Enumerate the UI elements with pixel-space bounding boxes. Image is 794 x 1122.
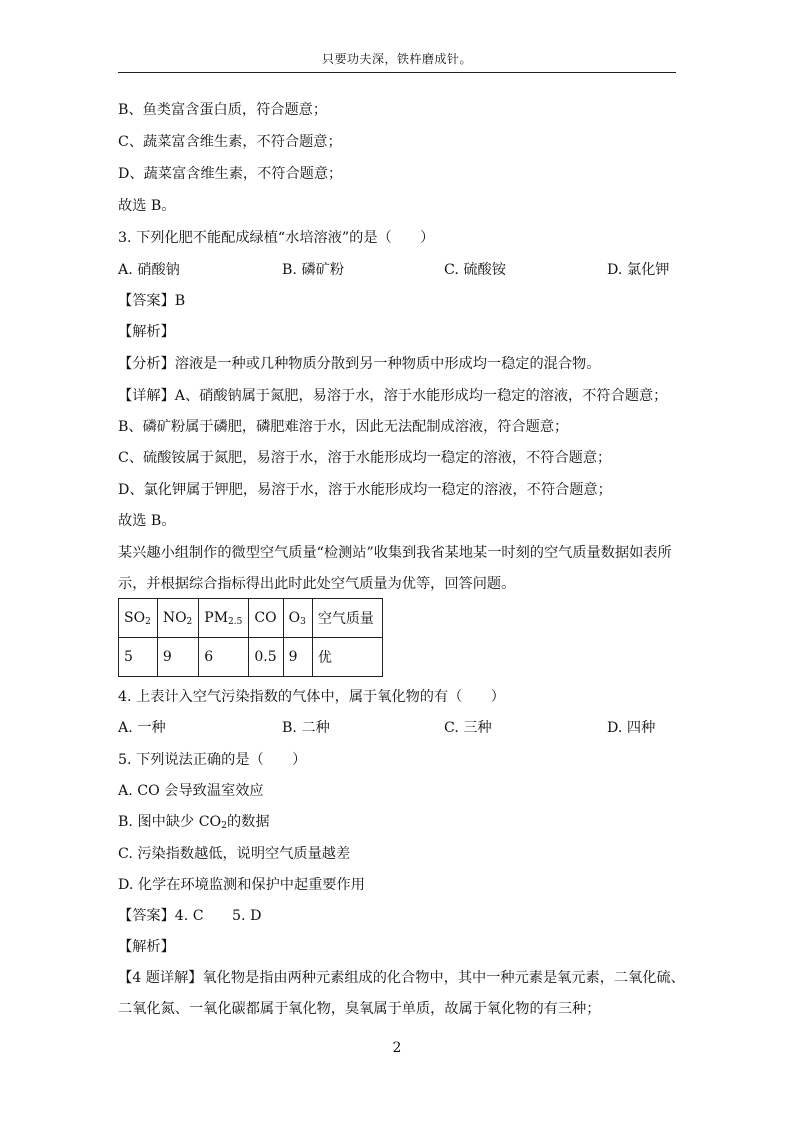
analysis-heading: 【解析】 bbox=[118, 324, 175, 340]
table-header-cell: $O_3$ bbox=[283, 599, 312, 638]
text-line: 二氧化氮、一氧化碳都属于氧化物，臭氧属于单质，故属于氧化物的有三种； bbox=[118, 1001, 601, 1017]
q4-option-d: D. 四种 bbox=[607, 720, 656, 736]
text-line: D、蔬菜富含维生素，不符合题意； bbox=[118, 166, 343, 182]
table-header-cell: $SO_2$ bbox=[119, 599, 158, 638]
page-number: 2 bbox=[392, 1040, 402, 1056]
q5-option-a: A. CO 会导致温室效应 bbox=[118, 783, 264, 799]
text-line: D、氯化钾属于钾肥，易溶于水，溶于水能形成均一稳定的溶液，不符合题意； bbox=[118, 482, 612, 498]
text-line: 【4 题详解】氧化物是指由两种元素组成的化合物中，其中一种元素是氧元素，二氧化硫、 bbox=[118, 970, 685, 986]
table-header-row bbox=[119, 599, 383, 638]
q3-option-d: D. 氯化钾 bbox=[607, 262, 670, 278]
table-row bbox=[119, 638, 383, 677]
text-line: 某兴趣小组制作的微型空气质量“检测站”收集到我省某地某一时刻的空气质量数据如表所 bbox=[118, 545, 672, 561]
header-rule bbox=[118, 72, 676, 73]
table-header-cell: CO bbox=[249, 599, 283, 638]
text-line: 故选 B。 bbox=[118, 198, 176, 214]
table-header-cell: $PM_{2.5}$ bbox=[199, 599, 249, 638]
table-cell: 0.5 bbox=[249, 638, 283, 677]
answer-line: 【答案】4. C 5. D bbox=[118, 908, 262, 924]
text-line: 【分析】溶液是一种或几种物质分散到另一种物质中形成均一稳定的混合物。 bbox=[118, 356, 601, 372]
analysis-heading: 【解析】 bbox=[118, 939, 175, 955]
q5-option-b: B. 图中缺少 $CO_2$的数据 bbox=[118, 814, 270, 831]
text-line: 故选 B。 bbox=[118, 513, 176, 529]
q5-option-d: D. 化学在环境监测和保护中起重要作用 bbox=[118, 877, 365, 893]
q4-option-b: B. 二种 bbox=[282, 720, 330, 736]
question-4: 4. 上表计入空气污染指数的气体中，属于氧化物的有（ ） bbox=[118, 689, 505, 705]
text-line: B、磷矿粉属于磷肥，磷肥难溶于水，因此无法配制成溶液，符合题意； bbox=[118, 419, 569, 435]
table-header-cell: $NO_2$ bbox=[157, 599, 198, 638]
q3-option-b: B. 磷矿粉 bbox=[282, 262, 345, 278]
text-line: 示，并根据综合指标得出此时此处空气质量为优等，回答问题。 bbox=[118, 576, 516, 592]
answer-line: 【答案】B bbox=[118, 293, 186, 309]
q3-option-c: C. 硫酸铵 bbox=[444, 262, 506, 278]
table-cell: 9 bbox=[157, 638, 198, 677]
text-line: 【详解】A、硝酸钠属于氮肥，易溶于水，溶于水能形成均一稳定的溶液，不符合题意； bbox=[118, 388, 668, 404]
table-header-cell: 空气质量 bbox=[312, 599, 382, 638]
page-header-motto: 只要功夫深，铁杵磨成针。 bbox=[321, 52, 472, 66]
question-3: 3. 下列化肥不能配成绿植“水培溶液”的是（ ） bbox=[118, 230, 435, 246]
table-cell: 5 bbox=[119, 638, 158, 677]
question-5: 5. 下列说法正确的是（ ） bbox=[118, 752, 307, 768]
text-line: C、硫酸铵属于氮肥，易溶于水，溶于水能形成均一稳定的溶液，不符合题意； bbox=[118, 450, 612, 466]
q4-option-a: A. 一种 bbox=[118, 720, 166, 736]
table-cell: 9 bbox=[283, 638, 312, 677]
text-line: C、蔬菜富含维生素，不符合题意； bbox=[118, 134, 342, 150]
q4-option-c: C. 三种 bbox=[444, 720, 492, 736]
air-quality-table bbox=[118, 598, 383, 677]
text-line: B、鱼类富含蛋白质，符合题意； bbox=[118, 102, 328, 118]
table-cell: 6 bbox=[199, 638, 249, 677]
q5-option-c: C. 污染指数越低，说明空气质量越差 bbox=[118, 846, 351, 862]
q3-option-a: A. 硝酸钠 bbox=[118, 262, 180, 278]
table-cell: 优 bbox=[312, 638, 382, 677]
